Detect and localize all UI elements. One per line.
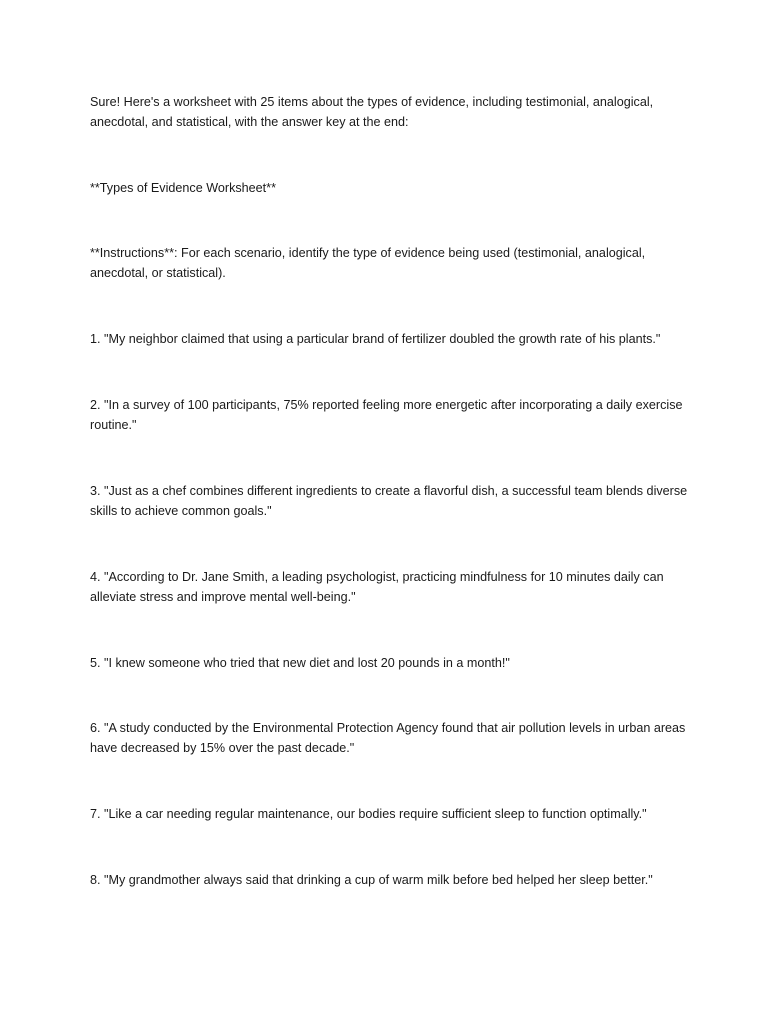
worksheet-item: 5. "I knew someone who tried that new diet and lost 20 pounds in a month!" [90,656,510,670]
intro-paragraph: Sure! Here's a worksheet with 25 items about the types of evidence, including testimonial, analogical, anecdotal, and statistical, with the answer key at the end: [90,95,654,129]
worksheet-item: 8. "My grandmother always said that drinking a cup of warm milk before bed helped her sleep better." [90,873,653,887]
worksheet-item: 3. "Just as a chef combines different ingredients to create a flavorful dish, a successful team blends diverse skills to achieve common goals." [90,484,688,518]
worksheet-title: **Types of Evidence Worksheet** [90,181,276,195]
instructions-paragraph: **Instructions**: For each scenario, identify the type of evidence being used (testimonial, analogical, anecdotal, or statistical). [90,246,646,280]
worksheet-item: 7. "Like a car needing regular maintenance, our bodies require sufficient sleep to function optimally." [90,807,647,821]
worksheet-item: 4. "According to Dr. Jane Smith, a leading psychologist, practicing mindfulness for 10 minutes daily can alleviate stress and improve mental well-being." [90,570,664,604]
worksheet-item: 2. "In a survey of 100 participants, 75% reported feeling more energetic after incorporating a daily exercise routine." [90,398,683,432]
worksheet-item: 6. "A study conducted by the Environmental Protection Agency found that air pollution levels in urban areas have decreased by 15% over the past decade." [90,721,686,755]
worksheet-item: 1. "My neighbor claimed that using a particular brand of fertilizer doubled the growth rate of his plants." [90,332,661,346]
